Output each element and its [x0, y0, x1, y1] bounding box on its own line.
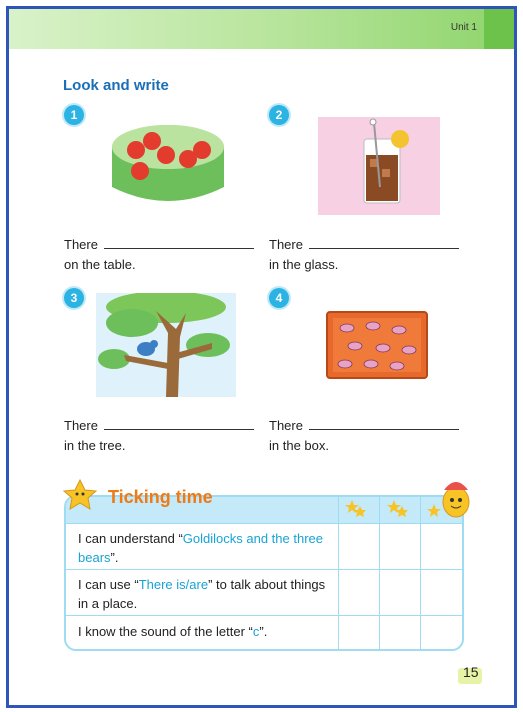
- row-2-pre: I can use “: [78, 577, 139, 592]
- ticking-row-2-text: [78, 575, 328, 613]
- exercise-1-answer-blank[interactable]: [104, 236, 254, 249]
- row-3-highlight: c: [252, 624, 260, 639]
- star-mascot-icon: [62, 478, 102, 512]
- exercise-3-line1: [64, 417, 254, 433]
- box-of-sweets-icon: [325, 310, 429, 380]
- row-1-post: ”.: [110, 550, 119, 565]
- exercise-2-line1: [269, 236, 459, 252]
- row-1-highlight: Goldilocks and the three bears: [78, 531, 323, 565]
- exercise-number-2: 2: [269, 105, 289, 125]
- exercise-2-line2: in the glass.: [269, 257, 339, 272]
- exercise-2-answer-blank[interactable]: [309, 236, 459, 249]
- section-title: Look and write: [63, 77, 169, 94]
- exercise-3-answer-blank[interactable]: [104, 417, 254, 430]
- exercise-4-line2: in the box.: [269, 438, 329, 453]
- exercise-number-1: 1: [64, 105, 84, 125]
- exercise-4-answer-blank[interactable]: [309, 417, 459, 430]
- header-accent: [484, 9, 514, 49]
- exercise-1-prefix: There: [64, 237, 98, 252]
- ticking-row-3: [66, 615, 462, 650]
- exercise-2-prefix: There: [269, 237, 303, 252]
- glass-of-drink-icon: [318, 117, 440, 215]
- ticking-row-1: [66, 523, 462, 570]
- page-number: 15: [463, 664, 479, 680]
- egg-mascot-icon: [432, 474, 480, 520]
- exercise-number-3: 3: [64, 288, 84, 308]
- row-2-highlight: There is/are: [138, 577, 209, 592]
- exercise-1-line1: [64, 236, 254, 252]
- ticking-row-1-text: [78, 529, 328, 567]
- exercise-1-line2: on the table.: [64, 257, 136, 272]
- exercise-number-4: 4: [269, 288, 289, 308]
- row-3-pre: I know the sound of the letter “: [78, 624, 253, 639]
- ticking-time-title: Ticking time: [108, 487, 213, 507]
- unit-label: Unit 1: [450, 22, 477, 33]
- exercise-3-line2: in the tree.: [64, 438, 126, 453]
- exercise-3-prefix: There: [64, 418, 98, 433]
- row-3-post: ”.: [259, 624, 268, 639]
- exercise-4-line1: [269, 417, 459, 433]
- exercise-4-prefix: There: [269, 418, 303, 433]
- bird-in-tree-icon: [96, 293, 236, 397]
- row-1-pre: I can understand “: [78, 531, 183, 546]
- ticking-row-3-text: [78, 622, 328, 641]
- row-2-post: ” to talk about things in a place.: [78, 577, 326, 611]
- ticking-row-2: [66, 569, 462, 616]
- apples-on-table-icon: [108, 115, 230, 211]
- unit-header-band: [9, 9, 514, 49]
